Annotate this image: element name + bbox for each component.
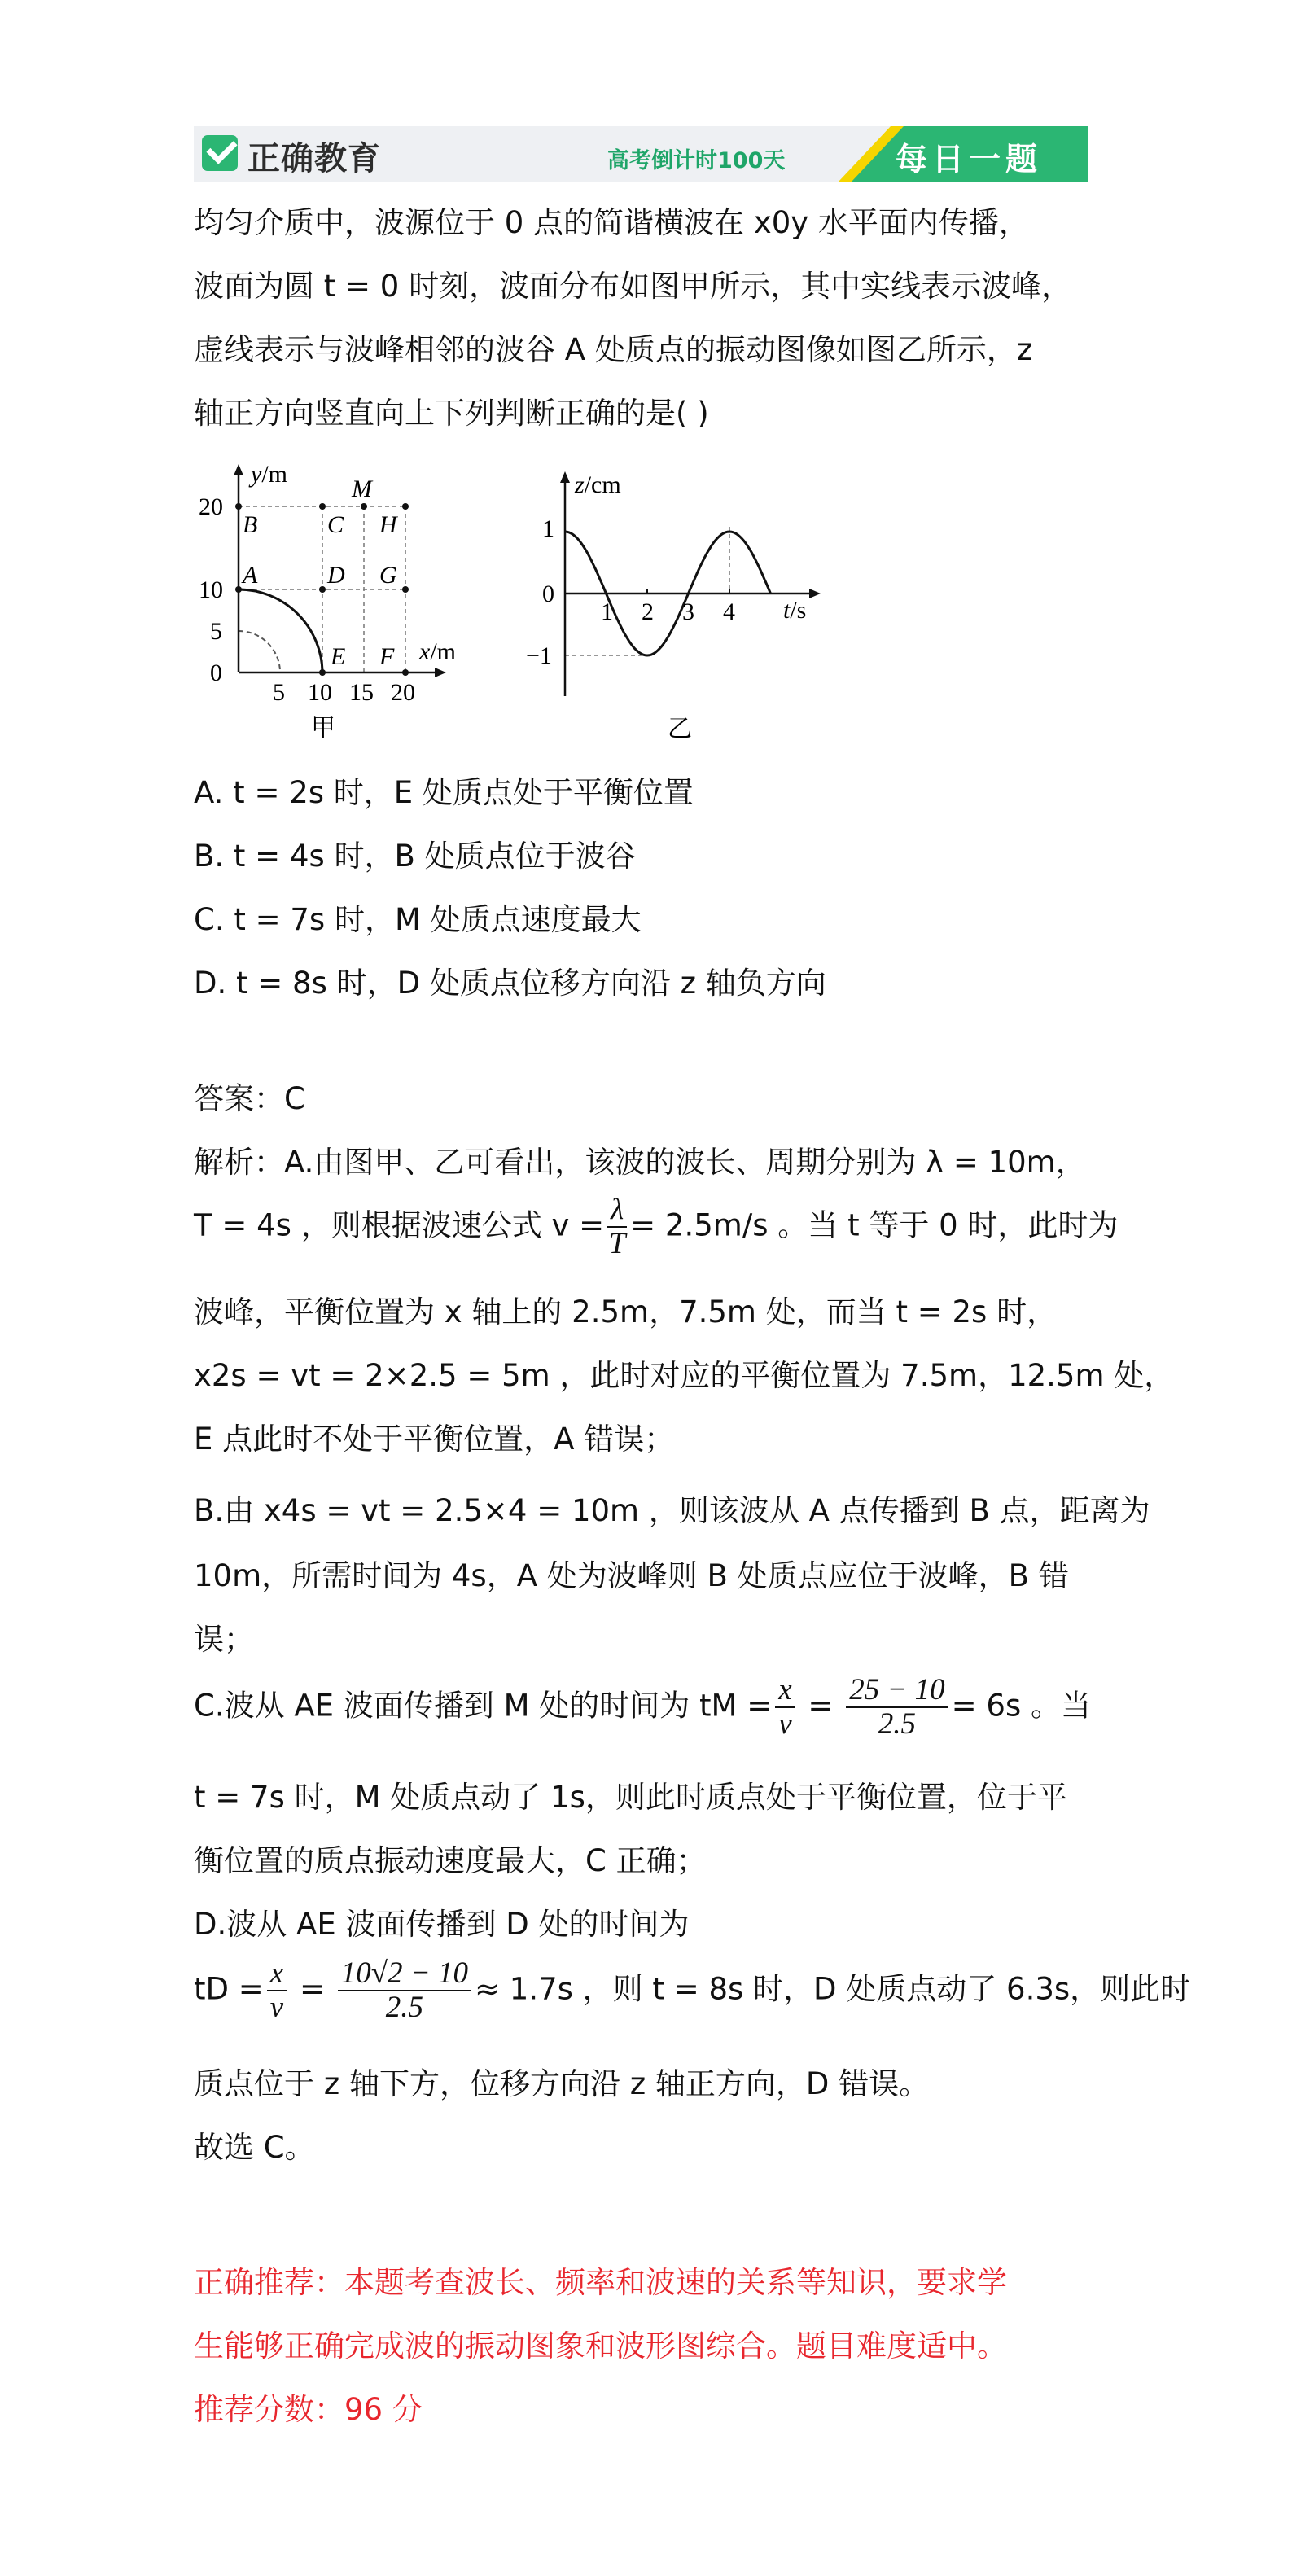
point-label-a: A	[243, 562, 258, 589]
t-tick-2: 2	[642, 598, 654, 625]
question-line-2: 波面为圆 t = 0 时刻，波面分布如图甲所示，其中实线表示波峰，	[194, 269, 1072, 304]
t-tick-3: 3	[682, 598, 694, 625]
analysis-a-line-2	[194, 1194, 1118, 1260]
point-label-f: F	[379, 643, 395, 670]
recommendation-score: 推荐分数：96 分	[194, 2392, 423, 2427]
daily-question-label: 每日一题	[896, 142, 1043, 178]
t-tick-1: 1	[601, 598, 613, 625]
option-a: A. t = 2s 时，E 处质点处于平衡位置	[194, 775, 694, 810]
frac-num: 10√2 − 10	[338, 1957, 471, 1991]
point-label-g: G	[379, 562, 397, 589]
figure-vibration	[505, 460, 830, 753]
analysis-a-line-5: E 点此时不处于平衡位置，A 错误；	[194, 1422, 675, 1457]
distance-over-speed	[846, 1674, 948, 1741]
x-over-v	[267, 1957, 287, 2024]
brand-name: 正确教育	[247, 140, 381, 177]
z-tick-1: 1	[542, 515, 554, 542]
frac-num: 25 − 10	[846, 1674, 948, 1708]
frac-num: x	[775, 1674, 795, 1708]
y-tick-20: 20	[199, 493, 223, 520]
frac-den: v	[269, 1991, 284, 2024]
analysis-c1-post: = 6s 。当	[951, 1688, 1091, 1724]
recommendation-line-1: 正确推荐：本题考查波长、频率和波速的关系等知识，要求学	[194, 2265, 1007, 2300]
analysis-d-line-2: tD = $\frac{x}{v}$ = $\frac{10√2 - 10}{2.5}$ ≈ 1.7s ，则 t = 8s 时，D 处质点动了 6.3s，则此时	[194, 1956, 1191, 2024]
frac-den: T	[608, 1227, 626, 1260]
conclusion: 故选 C。	[194, 2130, 315, 2165]
analysis-a-line-3: 波峰，平衡位置为 x 轴上的 2.5m，7.5m 处，而当 t = 2s 时，	[194, 1295, 1058, 1330]
frac-den: v	[778, 1707, 792, 1741]
analysis-a2-pre: T = 4s ，则根据波速公式 v =	[194, 1207, 605, 1243]
y-tick-10: 10	[199, 576, 223, 603]
crest-arc	[239, 589, 322, 672]
x-tick-15: 15	[349, 679, 374, 706]
analysis-c-line-1: C.波从 AE 波面传播到 M 处的时间为 tM = $\frac{x}{v}$ = $\frac{25 - 10}{2.5}$ = 6s 。当	[194, 1673, 1091, 1741]
t-axis-arrow-icon	[809, 589, 821, 598]
x-axis-label: x/m	[419, 638, 456, 665]
y-axis-arrow-icon	[234, 464, 243, 475]
point-label-b: B	[243, 511, 258, 538]
y-tick-5: 5	[210, 618, 222, 645]
z-axis-label: z/cm	[575, 471, 621, 498]
analysis-d2-post: ≈ 1.7s ，则 t = 8s 时，D 处质点动了 6.3s，则此时	[475, 1971, 1191, 2007]
x-axis-arrow-icon	[435, 668, 446, 677]
brand-check-icon	[202, 135, 238, 171]
point-label-h: H	[379, 511, 397, 538]
trough-arc	[239, 631, 280, 672]
frac-den: 2.5	[385, 1991, 423, 2024]
z-axis-arrow-icon	[560, 471, 570, 483]
figure-b-caption: 乙	[668, 716, 692, 743]
distance-over-speed	[338, 1957, 471, 2024]
question-line-3: 虚线表示与波峰相邻的波谷 A 处质点的振动图像如图乙所示，z	[194, 332, 1033, 367]
lambda-over-t	[607, 1194, 627, 1260]
frac-den: 2.5	[878, 1707, 917, 1741]
point-label-m: M	[352, 475, 372, 502]
point-label-d: D	[327, 562, 345, 589]
analysis-b-line-1: B.由 x4s = vt = 2.5×4 = 10m ，则该波从 A 点传播到 B 点，距离为	[194, 1493, 1150, 1528]
x-tick-10: 10	[308, 679, 332, 706]
x-over-v	[775, 1674, 795, 1741]
analysis-c-line-3: 衡位置的质点振动速度最大，C 正确；	[194, 1843, 707, 1878]
option-b: B. t = 4s 时，B 处质点位于波谷	[194, 839, 636, 874]
analysis-a-line-1: 解析：A.由图甲、乙可看出，该波的波长、周期分别为 λ = 10m，	[194, 1145, 1086, 1180]
question-line-1: 均匀介质中，波源位于 0 点的简谐横波在 x0y 水平面内传播，	[194, 205, 1029, 240]
z-tick-0: 0	[542, 580, 554, 607]
figure-wavefront	[187, 456, 497, 749]
countdown-text: 高考倒计时100天	[607, 148, 786, 173]
x-tick-20: 20	[391, 679, 415, 706]
question-line-4: 轴正方向竖直向上下列判断正确的是( )	[194, 396, 709, 431]
option-c: C. t = 7s 时，M 处质点速度最大	[194, 902, 642, 937]
analysis-a2-post: = 2.5m/s 。当 t 等于 0 时，此时为	[630, 1207, 1119, 1243]
analysis-d-line-1: D.波从 AE 波面传播到 D 处的时间为	[194, 1907, 690, 1942]
y-tick-0: 0	[210, 659, 222, 686]
point-label-e: E	[331, 643, 346, 670]
analysis-a-line-4: x2s = vt = 2×2.5 = 5m ，此时对应的平衡位置为 7.5m，12.5m 处，	[194, 1358, 1175, 1393]
z-tick-minus1: −1	[526, 642, 552, 669]
analysis-c1-pre: C.波从 AE 波面传播到 M 处的时间为 tM =	[194, 1688, 773, 1724]
y-axis-label: y/m	[251, 461, 287, 488]
answer-line: 答案：C	[194, 1081, 305, 1116]
analysis-d2-pre: tD =	[194, 1971, 264, 2007]
t-tick-4: 4	[723, 598, 735, 625]
analysis-d-line-3: 质点位于 z 轴下方，位移方向沿 z 轴正方向，D 错误。	[194, 2066, 930, 2101]
point-label-c: C	[327, 511, 344, 538]
analysis-b-line-3: 误；	[194, 1622, 254, 1657]
recommendation-line-2: 生能够正确完成波的振动图象和波形图综合。题目难度适中。	[194, 2328, 1007, 2364]
figure-a-caption: 甲	[311, 715, 335, 742]
analysis-c-line-2: t = 7s 时，M 处质点动了 1s，则此时质点处于平衡位置，位于平	[194, 1780, 1067, 1815]
option-d: D. t = 8s 时，D 处质点位移方向沿 z 轴负方向	[194, 966, 826, 1001]
frac-num: x	[267, 1957, 287, 1991]
frac-num: λ	[607, 1194, 627, 1228]
t-axis-label: t/s	[783, 597, 807, 624]
header-banner	[194, 126, 1088, 182]
analysis-b-line-2: 10m，所需时间为 4s，A 处为波峰则 B 处质点应位于波峰，B 错	[194, 1558, 1069, 1593]
x-tick-5: 5	[273, 679, 285, 706]
